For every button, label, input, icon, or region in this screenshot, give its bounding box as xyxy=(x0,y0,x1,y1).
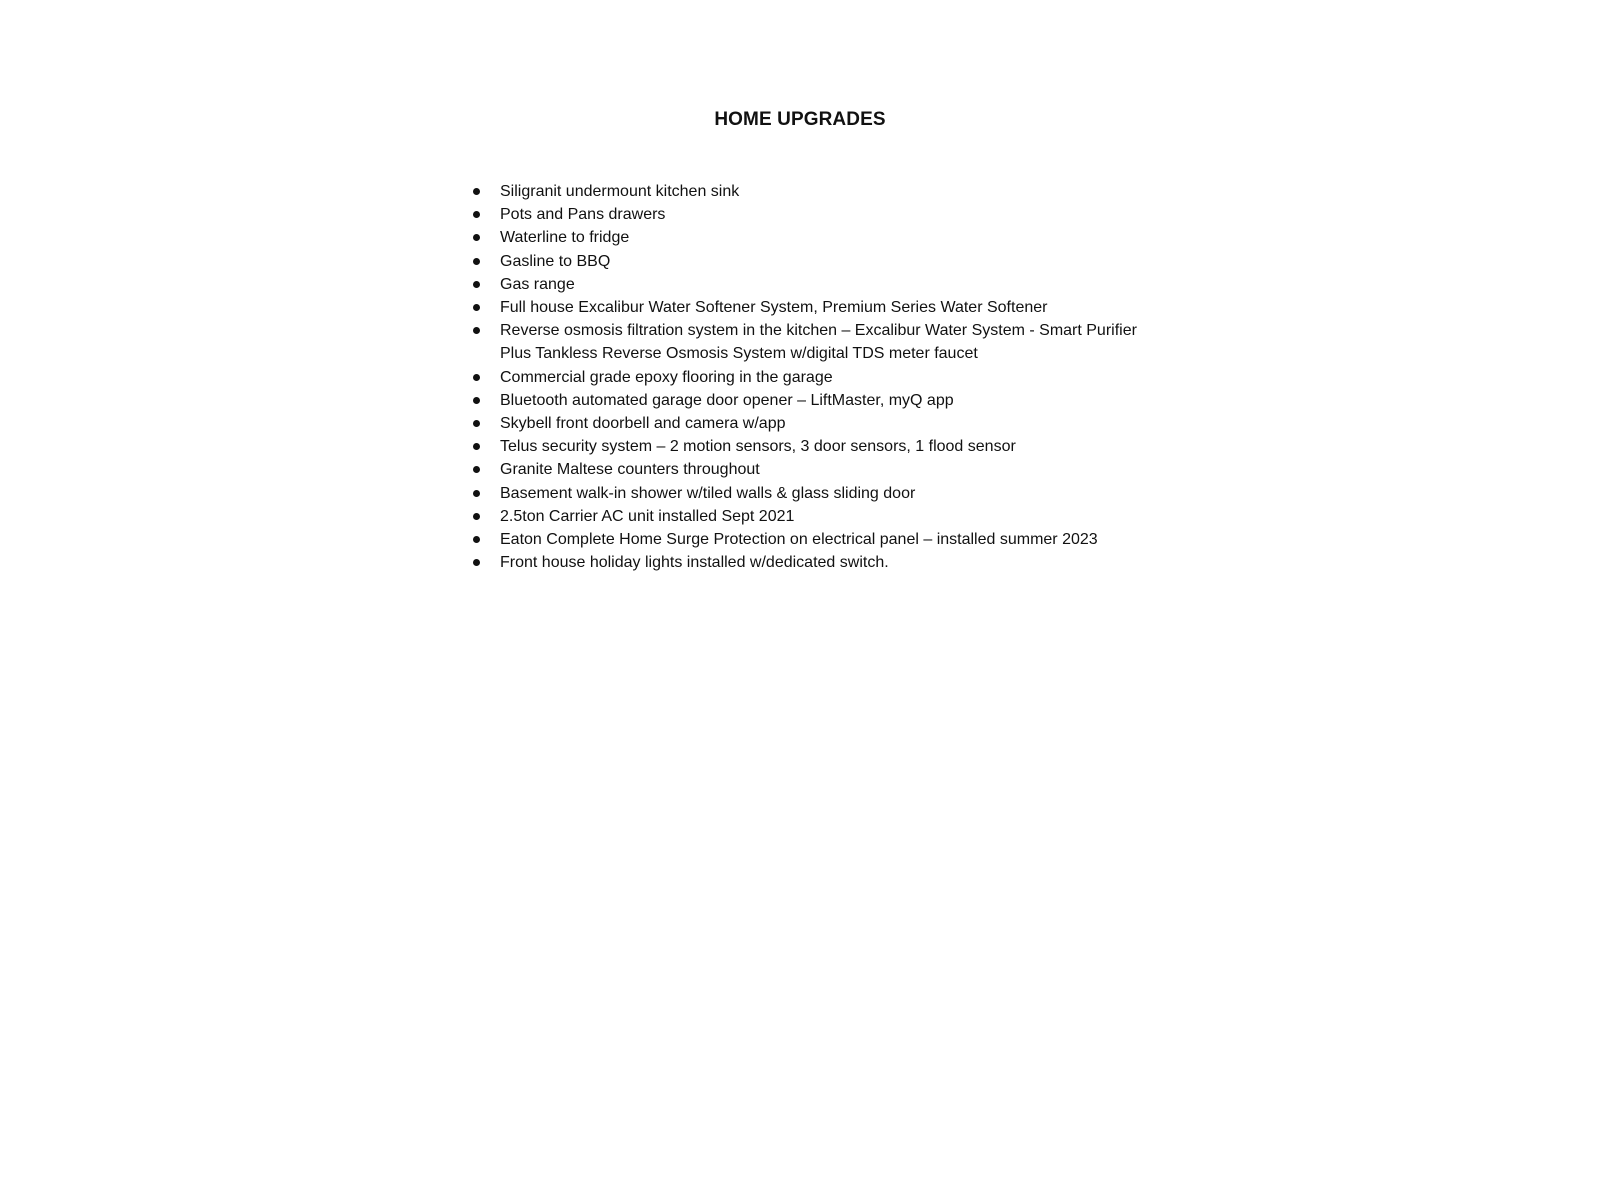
list-item xyxy=(472,389,1172,412)
bullet-icon xyxy=(473,466,480,473)
list-item xyxy=(472,203,1172,226)
list-item xyxy=(472,250,1172,273)
list-item-text: Waterline to fridge xyxy=(500,229,630,247)
bullet-icon xyxy=(473,211,480,218)
list-item xyxy=(472,412,1172,435)
list-item-text: Granite Maltese counters throughout xyxy=(500,461,760,479)
list-item-text: Commercial grade epoxy flooring in the garage xyxy=(500,368,833,386)
list-item-text: Bluetooth automated garage door opener – LiftMaster, myQ app xyxy=(500,391,954,409)
list-item xyxy=(472,505,1172,528)
list-item-text: Full house Excalibur Water Softener System, Premium Series Water Softener xyxy=(500,299,1048,317)
list-item-text: Gas range xyxy=(500,275,575,293)
list-item xyxy=(472,226,1172,249)
list-item xyxy=(472,273,1172,296)
bullet-icon xyxy=(473,304,480,311)
list-item xyxy=(472,319,1172,365)
list-item-text: Front house holiday lights installed w/dedicated switch. xyxy=(500,554,889,572)
bullet-icon xyxy=(473,258,480,265)
bullet-icon xyxy=(473,397,480,404)
list-item-text: Pots and Pans drawers xyxy=(500,206,666,224)
upgrades-list xyxy=(472,180,1172,574)
list-item xyxy=(472,482,1172,505)
list-item-text: Basement walk-in shower w/tiled walls & glass sliding door xyxy=(500,484,916,502)
bullet-icon xyxy=(473,536,480,543)
list-item-text: 2.5ton Carrier AC unit installed Sept 2021 xyxy=(500,507,795,525)
list-item-text: Siligranit undermount kitchen sink xyxy=(500,183,740,200)
list-item xyxy=(472,458,1172,481)
bullet-icon xyxy=(473,374,480,381)
list-item-text: Skybell front doorbell and camera w/app xyxy=(500,415,786,433)
list-item-text: Gasline to BBQ xyxy=(500,252,611,270)
bullet-icon xyxy=(473,281,480,288)
bullet-icon xyxy=(473,443,480,450)
bullet-icon xyxy=(473,490,480,497)
bullet-icon xyxy=(473,327,480,334)
bullet-icon xyxy=(473,420,480,427)
list-item xyxy=(472,551,1172,574)
page-title: HOME UPGRADES xyxy=(714,109,886,130)
bullet-icon xyxy=(473,559,480,566)
list-item xyxy=(472,366,1172,389)
list-item-text: Telus security system – 2 motion sensors, 3 door sensors, 1 flood sensor xyxy=(500,438,1016,456)
bullet-icon xyxy=(473,188,480,195)
bullet-icon xyxy=(473,234,480,241)
list-item xyxy=(472,528,1172,551)
list-item-text: Eaton Complete Home Surge Protection on electrical panel – installed summer 2023 xyxy=(500,531,1098,549)
list-item xyxy=(472,435,1172,458)
list-item-text: Reverse osmosis filtration system in the kitchen – Excalibur Water System - Smart Purifier Plus Tankless Reverse Osmosis System w/digital TDS meter faucet xyxy=(500,322,1137,363)
list-item xyxy=(472,180,1172,203)
list-item xyxy=(472,296,1172,319)
bullet-icon xyxy=(473,513,480,520)
